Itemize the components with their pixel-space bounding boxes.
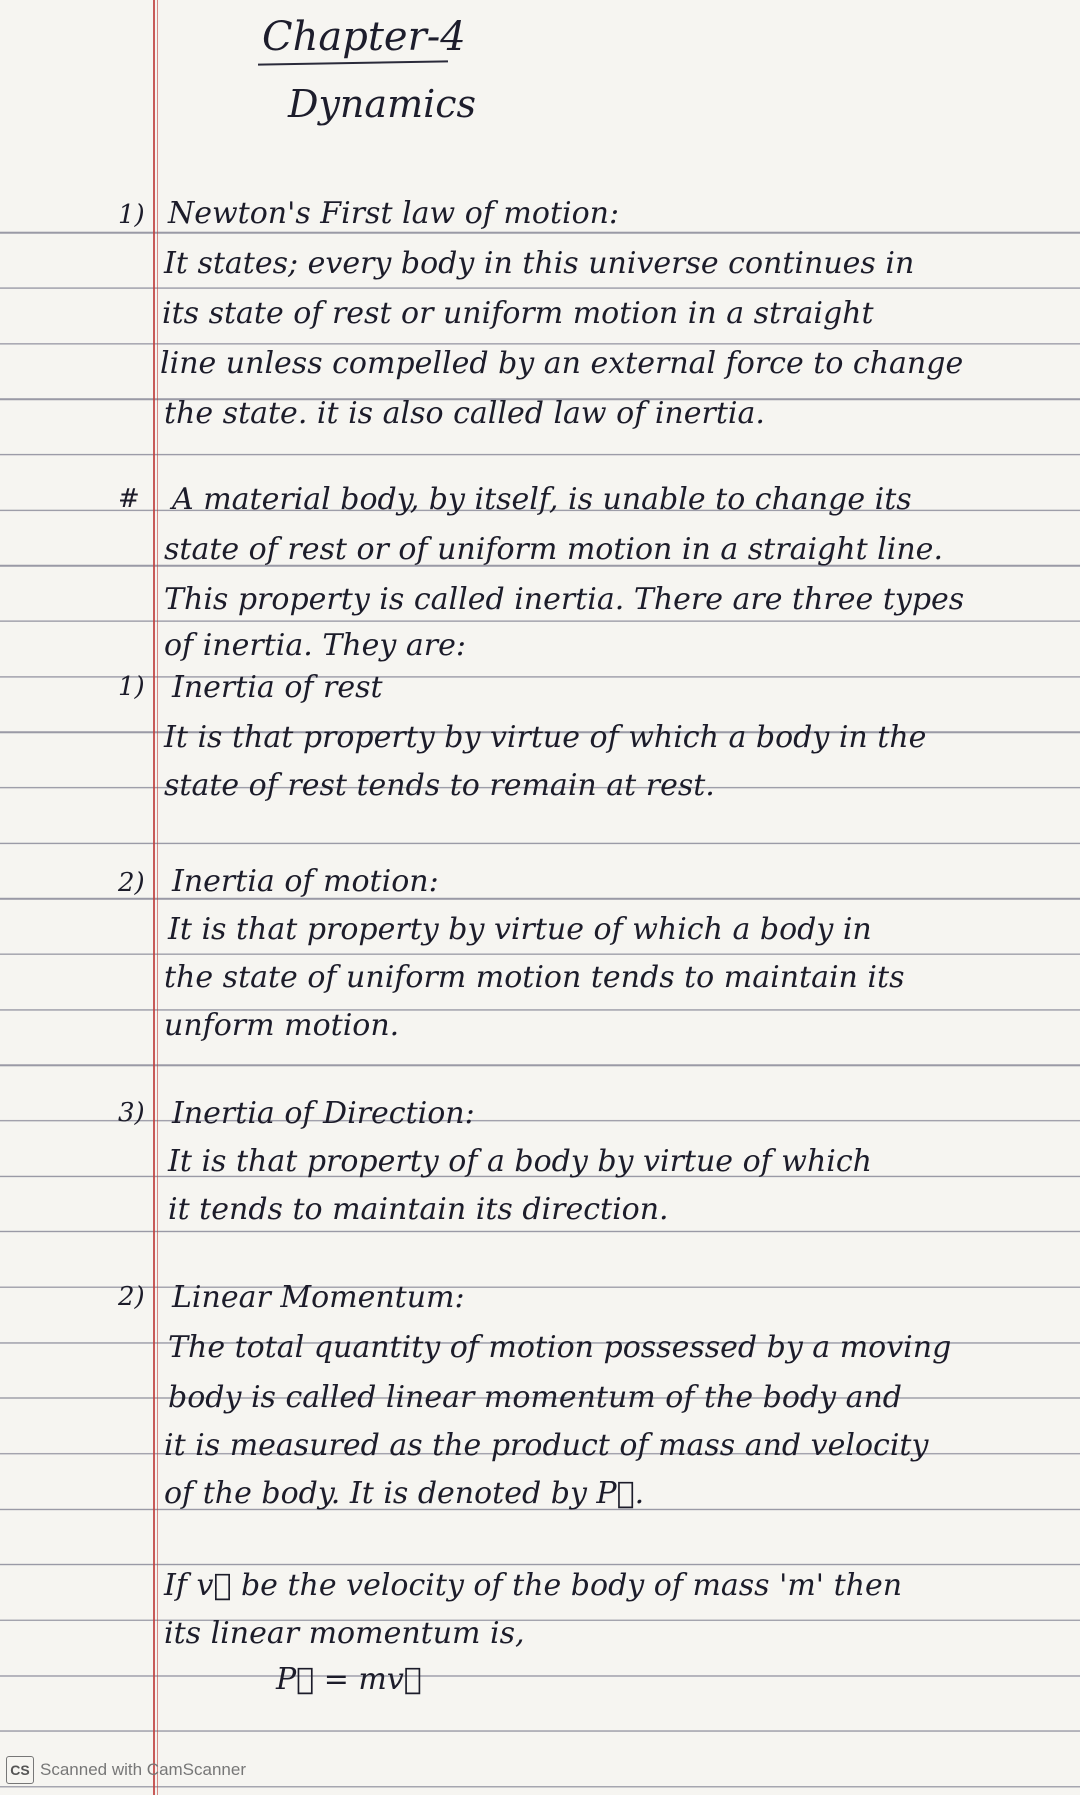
section-marker-1: 1) — [118, 200, 145, 230]
margin-line — [153, 0, 155, 1795]
subsection-marker-3: 3) — [118, 1098, 145, 1128]
camscanner-logo: CS — [6, 1756, 34, 1784]
subsection-marker-2: 2) — [118, 868, 145, 898]
text-line: It states; every body in this universe continues in — [164, 246, 915, 281]
text-line: state of rest or of uniform motion in a straight line. — [164, 532, 943, 567]
text-line: unform motion. — [164, 1008, 400, 1043]
chapter-title: Chapter-4 — [262, 14, 466, 60]
text-line: Inertia of Direction: — [172, 1096, 475, 1131]
text-line: of the body. It is denoted by P⃗. — [164, 1476, 645, 1511]
text-line: Inertia of rest — [172, 670, 383, 705]
text-line: It is that property by virtue of which a body in the — [164, 720, 927, 755]
section-marker-2: 2) — [118, 1282, 145, 1312]
margin-line-inner — [157, 0, 158, 1795]
text-line: the state of uniform motion tends to maintain its — [164, 960, 905, 995]
text-line: it is measured as the product of mass and velocity — [164, 1428, 929, 1463]
section-marker-hash: # — [118, 484, 140, 514]
text-line: Inertia of motion: — [172, 864, 439, 899]
scanner-watermark — [6, 1756, 246, 1784]
text-line: It is that property by virtue of which a body in — [168, 912, 872, 947]
page-header-area — [0, 0, 1080, 180]
text-line: It is that property of a body by virtue of which — [168, 1144, 873, 1179]
equation-line: P⃗ = mv⃗ — [276, 1662, 422, 1697]
text-line: Linear Momentum: — [172, 1280, 465, 1315]
chapter-subtitle: Dynamics — [288, 82, 477, 126]
subsection-marker-1: 1) — [118, 672, 145, 702]
text-line: If v⃗ be the velocity of the body of mass 'm' then — [164, 1568, 903, 1603]
text-line: body is called linear momentum of the body and — [168, 1380, 903, 1415]
text-line: Newton's First law of motion: — [168, 196, 620, 231]
text-line: its linear momentum is, — [164, 1616, 525, 1651]
text-line: A material body, by itself, is unable to change its — [172, 482, 912, 517]
text-line: its state of rest or uniform motion in a straight — [162, 296, 874, 331]
text-line: the state. it is also called law of inertia. — [164, 396, 765, 431]
text-line: This property is called inertia. There are three types — [164, 582, 965, 617]
text-line: line unless compelled by an external force to change — [160, 346, 964, 381]
text-line: it tends to maintain its direction. — [168, 1192, 669, 1227]
text-line: state of rest tends to remain at rest. — [164, 768, 715, 803]
text-line: of inertia. They are: — [164, 628, 466, 663]
scanner-watermark-text: Scanned with CamScanner — [40, 1760, 247, 1779]
text-line: The total quantity of motion possessed by a moving — [168, 1330, 952, 1365]
